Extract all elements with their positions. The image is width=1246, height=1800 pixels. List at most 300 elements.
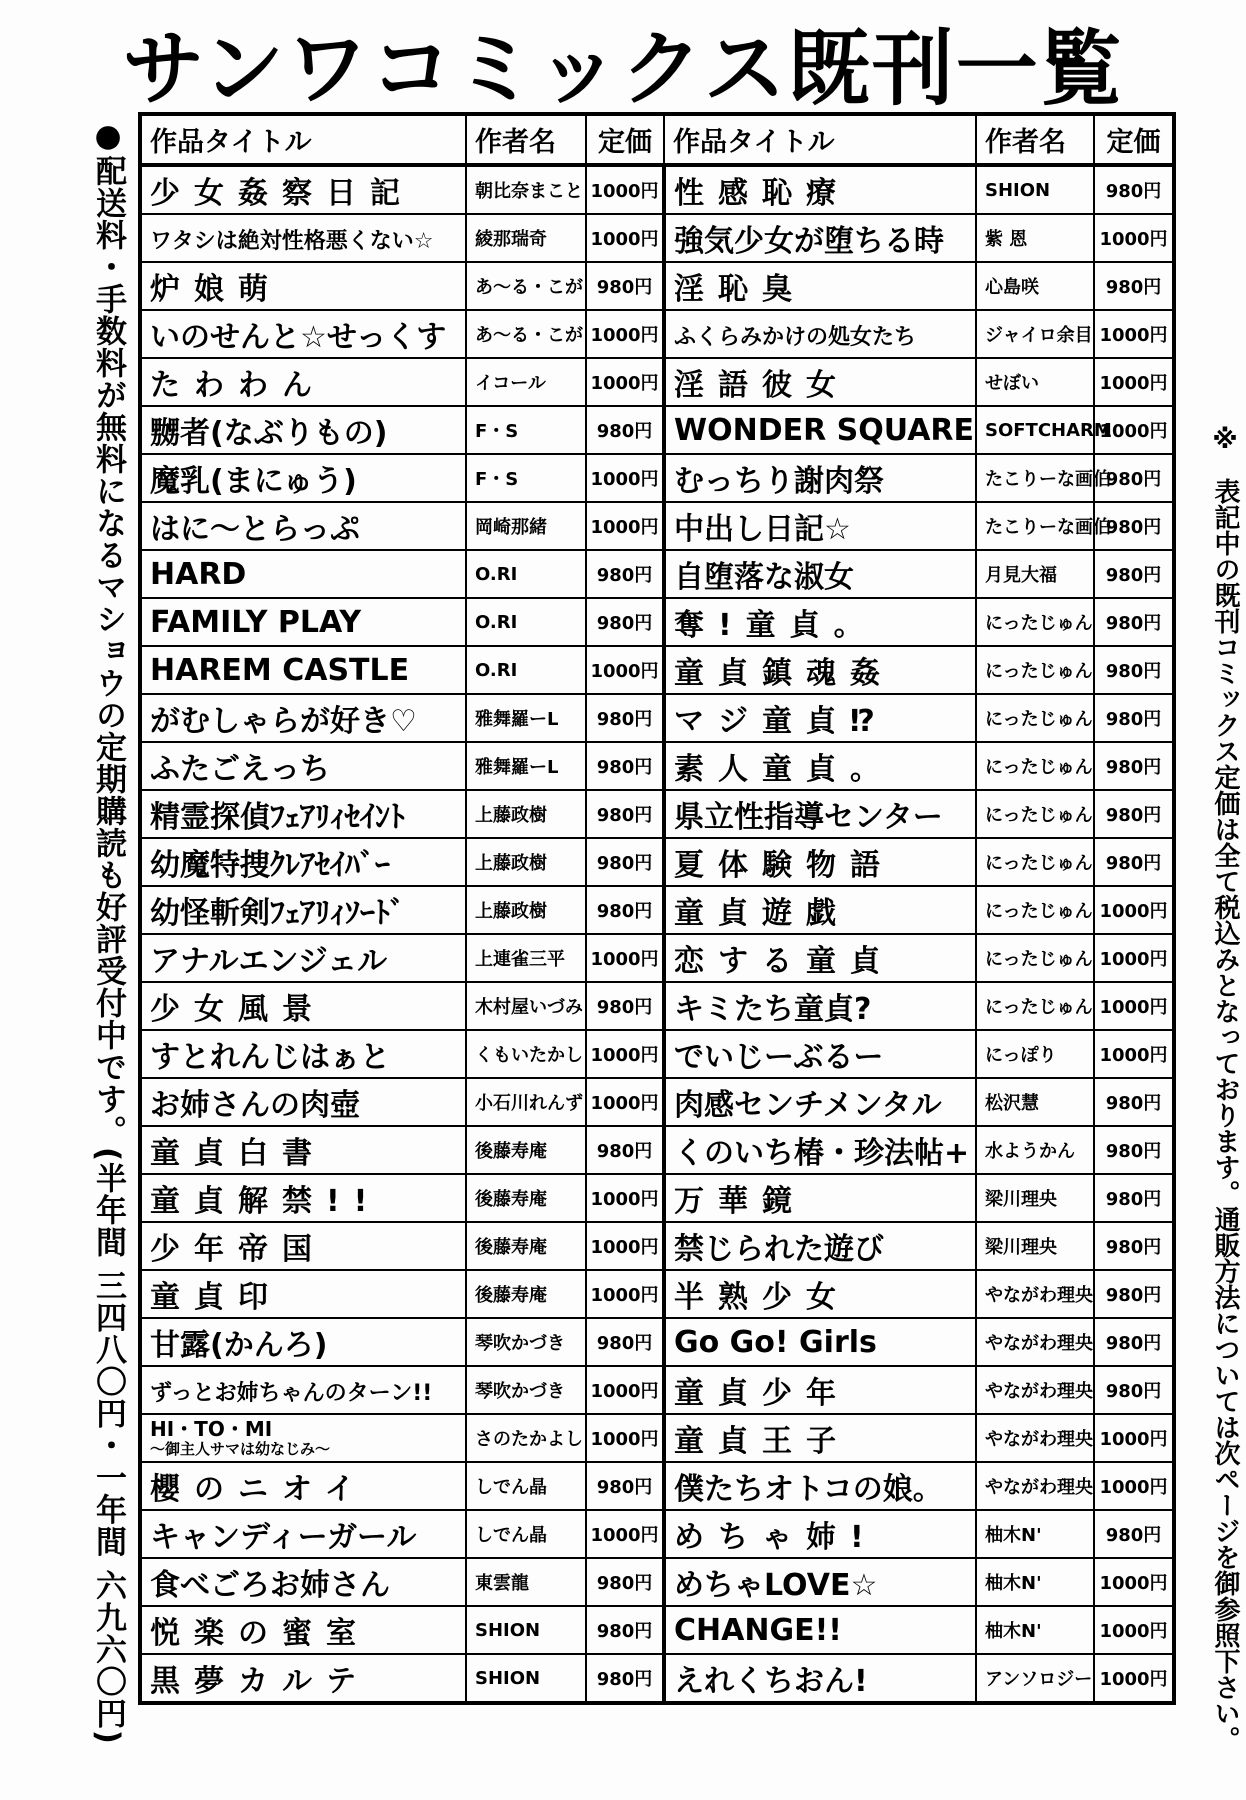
- table-row: [140, 454, 1174, 502]
- right-author-cell: やながわ理央: [976, 1270, 1094, 1318]
- right-title-cell: [664, 742, 976, 790]
- left-author-cell: 上藤政樹: [466, 838, 586, 886]
- left-author-cell: あ〜る・こが: [466, 262, 586, 310]
- left-author-cell: 後藤寿庵: [466, 1174, 586, 1222]
- left-author-cell: O.RI: [466, 646, 586, 694]
- left-price-cell: 1000円: [586, 934, 664, 982]
- right-author-cell: 柚木N': [976, 1510, 1094, 1558]
- table-row: [140, 1366, 1174, 1414]
- right-price-cell: 1000円: [1094, 214, 1174, 262]
- left-price-cell: 1000円: [586, 310, 664, 358]
- left-author-cell: SHION: [466, 1654, 586, 1703]
- left-author-cell: 岡崎那緒: [466, 502, 586, 550]
- left-author-cell: 雅舞羅ーL: [466, 742, 586, 790]
- right-price-cell: 1000円: [1094, 1606, 1174, 1654]
- left-title-cell: [140, 646, 466, 694]
- right-title-cell: [664, 1126, 976, 1174]
- book-title: 淫語彼女: [674, 368, 850, 403]
- right-author-cell: にったじゅん: [976, 598, 1094, 646]
- book-title: 少女姦察日記: [150, 176, 414, 211]
- book-title: 童貞鎮魂姦: [674, 656, 894, 691]
- right-author-cell: にったじゅん: [976, 742, 1094, 790]
- left-author-cell: O.RI: [466, 598, 586, 646]
- book-title: お姉さんの肉壺: [150, 1088, 360, 1123]
- book-title: 夏体験物語: [674, 848, 894, 883]
- right-title-cell: [664, 502, 976, 550]
- book-title: くのいち椿・珍法帖+: [674, 1136, 970, 1171]
- right-author-cell: にったじゅん: [976, 886, 1094, 934]
- right-author-cell: にったじゅん: [976, 694, 1094, 742]
- right-title-cell: [664, 598, 976, 646]
- left-author-cell: さのたかよし: [466, 1414, 586, 1462]
- right-price-cell: 980円: [1094, 262, 1174, 310]
- left-price-cell: 980円: [586, 1606, 664, 1654]
- left-price-cell: 980円: [586, 262, 664, 310]
- table-row: [140, 1510, 1174, 1558]
- right-price-cell: 1000円: [1094, 1462, 1174, 1510]
- left-author-cell: 綾那瑞奇: [466, 214, 586, 262]
- right-price-cell: 980円: [1094, 838, 1174, 886]
- table-row: [140, 165, 1174, 214]
- left-price-cell: 1000円: [586, 1222, 664, 1270]
- book-title: がむしゃらが好き♡: [150, 704, 417, 739]
- right-title-cell: [664, 1030, 976, 1078]
- left-title-cell: [140, 165, 466, 214]
- right-price-cell: 980円: [1094, 1078, 1174, 1126]
- left-author-cell: 雅舞羅ーL: [466, 694, 586, 742]
- right-title-cell: [664, 214, 976, 262]
- right-author-cell: SHION: [976, 165, 1094, 214]
- left-title-cell: [140, 838, 466, 886]
- right-author-cell: 心島咲: [976, 262, 1094, 310]
- table-row: [140, 1462, 1174, 1510]
- right-author-cell: 梁川理央: [976, 1174, 1094, 1222]
- right-price-cell: 1000円: [1094, 1654, 1174, 1703]
- right-price-cell: 980円: [1094, 646, 1174, 694]
- book-title: 甘露(かんろ): [150, 1328, 328, 1363]
- left-price-cell: 980円: [586, 982, 664, 1030]
- book-title: 魔乳(まにゅう): [150, 464, 357, 499]
- left-title-cell: [140, 886, 466, 934]
- left-price-cell: 1000円: [586, 358, 664, 406]
- left-title-cell: [140, 406, 466, 454]
- book-title: 僕たちオトコの娘。: [674, 1472, 943, 1507]
- left-author-cell: SHION: [466, 1606, 586, 1654]
- left-price-cell: 1000円: [586, 1078, 664, 1126]
- left-author-cell: 木村屋いづみ: [466, 982, 586, 1030]
- left-price-cell: 980円: [586, 838, 664, 886]
- left-author-cell: O.RI: [466, 550, 586, 598]
- table-row: [140, 214, 1174, 262]
- right-price-cell: 980円: [1094, 1126, 1174, 1174]
- left-author-cell: F・S: [466, 454, 586, 502]
- right-price-cell: 1000円: [1094, 1030, 1174, 1078]
- book-title: 性感恥療: [674, 176, 850, 211]
- table-row: [140, 694, 1174, 742]
- right-price-cell: 1000円: [1094, 1558, 1174, 1606]
- right-title-cell: [664, 790, 976, 838]
- table-row: [140, 886, 1174, 934]
- right-author-cell: やながわ理央: [976, 1414, 1094, 1462]
- subscription-note: ●配送料・手数料が無料になるマショウの定期購読も好評受付中です。(半年間 三四八〇円・一年間 六九六〇円): [90, 118, 126, 1745]
- book-title: 悦楽の蜜室: [150, 1616, 370, 1651]
- right-title-cell: [664, 694, 976, 742]
- right-author-cell: にったじゅん: [976, 934, 1094, 982]
- right-title-cell: [664, 838, 976, 886]
- header-author-right: 作者名: [976, 114, 1094, 165]
- left-price-cell: 1000円: [586, 646, 664, 694]
- right-title-cell: [664, 886, 976, 934]
- right-author-cell: ジャイロ余目: [976, 310, 1094, 358]
- book-title: ふくらみかけの処女たち: [674, 324, 917, 350]
- right-price-cell: 980円: [1094, 598, 1174, 646]
- book-title: 童貞王子: [674, 1424, 850, 1459]
- left-price-cell: 980円: [586, 1558, 664, 1606]
- book-title: でいじーぶるー: [674, 1040, 884, 1075]
- left-price-cell: 1000円: [586, 502, 664, 550]
- left-author-cell: くもいたかし: [466, 1030, 586, 1078]
- right-title-cell: [664, 934, 976, 982]
- left-title-cell: [140, 790, 466, 838]
- right-price-cell: 980円: [1094, 454, 1174, 502]
- right-author-cell: やながわ理央: [976, 1462, 1094, 1510]
- tax-note-text: 表記中の既刊コミックス定価は全て税込みとなっております。通販方法については次ページを御参照下さい。: [1210, 478, 1240, 1753]
- right-author-cell: SOFTCHARM: [976, 406, 1094, 454]
- right-price-cell: 980円: [1094, 1174, 1174, 1222]
- book-title: 嬲者(なぶりもの): [150, 416, 388, 451]
- right-price-cell: 980円: [1094, 1270, 1174, 1318]
- header-title-left: 作品タイトル: [140, 114, 466, 165]
- book-title: 童貞解禁!!: [150, 1184, 382, 1219]
- table-row: [140, 1414, 1174, 1462]
- right-title-cell: [664, 982, 976, 1030]
- table-header-row: [140, 114, 1174, 165]
- left-author-cell: 上藤政樹: [466, 886, 586, 934]
- book-title: アナルエンジェル: [150, 944, 388, 979]
- right-title-cell: [664, 1174, 976, 1222]
- right-title-cell: [664, 454, 976, 502]
- left-title-cell: [140, 502, 466, 550]
- left-title-cell: [140, 1462, 466, 1510]
- left-author-cell: 朝比奈まこと: [466, 165, 586, 214]
- book-title: 食べごろお姉さん: [150, 1568, 390, 1603]
- book-title: ふたごえっち: [150, 752, 330, 787]
- left-price-cell: 1000円: [586, 214, 664, 262]
- left-title-cell: [140, 694, 466, 742]
- left-title-cell: [140, 1606, 466, 1654]
- book-title: 童貞白書: [150, 1136, 326, 1171]
- book-title: たわわん: [150, 368, 326, 403]
- left-title-cell: [140, 598, 466, 646]
- left-title-cell: [140, 1174, 466, 1222]
- right-price-cell: 980円: [1094, 550, 1174, 598]
- right-price-cell: 1000円: [1094, 886, 1174, 934]
- table-row: [140, 598, 1174, 646]
- right-price-cell: 1000円: [1094, 982, 1174, 1030]
- right-price-cell: 980円: [1094, 790, 1174, 838]
- left-price-cell: 1000円: [586, 1030, 664, 1078]
- left-price-cell: 980円: [586, 1654, 664, 1703]
- right-title-cell: [664, 1510, 976, 1558]
- left-price-cell: 1000円: [586, 1510, 664, 1558]
- table-row: [140, 1078, 1174, 1126]
- book-title: 黒夢カルテ: [150, 1664, 370, 1699]
- book-title: 肉感センチメンタル: [674, 1088, 942, 1123]
- right-price-cell: 980円: [1094, 1222, 1174, 1270]
- book-title: マジ童貞⁉: [674, 704, 889, 739]
- left-author-cell: 後藤寿庵: [466, 1270, 586, 1318]
- right-author-cell: たこりーな画伯: [976, 454, 1094, 502]
- left-author-cell: イコール: [466, 358, 586, 406]
- table-row: [140, 1606, 1174, 1654]
- left-title-cell: [140, 1414, 466, 1462]
- left-price-cell: 1000円: [586, 454, 664, 502]
- right-price-cell: 980円: [1094, 165, 1174, 214]
- book-title: WONDER SQUARE: [674, 412, 974, 448]
- left-author-cell: 上藤政樹: [466, 790, 586, 838]
- book-title: すとれんじはぁと: [150, 1040, 390, 1075]
- right-author-cell: にったじゅん: [976, 982, 1094, 1030]
- right-price-cell: 980円: [1094, 1318, 1174, 1366]
- book-title: むっちり謝肉祭: [674, 464, 884, 499]
- book-title: HARD: [150, 556, 247, 592]
- right-author-cell: アンソロジー: [976, 1654, 1094, 1703]
- right-price-cell: 1000円: [1094, 1414, 1174, 1462]
- left-author-cell: 上連雀三平: [466, 934, 586, 982]
- table-row: [140, 358, 1174, 406]
- book-title: 半熟少女: [674, 1280, 850, 1315]
- right-author-cell: 梁川理央: [976, 1222, 1094, 1270]
- left-title-cell: [140, 1318, 466, 1366]
- catalog-body: [140, 165, 1174, 1703]
- right-author-cell: 松沢慧: [976, 1078, 1094, 1126]
- right-price-cell: 1000円: [1094, 310, 1174, 358]
- right-author-cell: やながわ理央: [976, 1318, 1094, 1366]
- left-title-cell: [140, 310, 466, 358]
- left-title-cell: [140, 1126, 466, 1174]
- left-author-cell: しでん晶: [466, 1462, 586, 1510]
- right-price-cell: 1000円: [1094, 934, 1174, 982]
- left-title-cell: [140, 1078, 466, 1126]
- asterisk-mark: ※: [1210, 425, 1240, 455]
- left-author-cell: 後藤寿庵: [466, 1126, 586, 1174]
- page-title: サンワコミックス既刊一覧: [122, 22, 1124, 117]
- right-author-cell: 柚木N': [976, 1606, 1094, 1654]
- left-author-cell: 琴吹かづき: [466, 1318, 586, 1366]
- left-title-cell: [140, 214, 466, 262]
- book-title: 幼怪斬剣ﾌｪｱﾘｨｿｰﾄﾞ: [150, 896, 405, 931]
- left-author-cell: 後藤寿庵: [466, 1222, 586, 1270]
- right-author-cell: にったじゅん: [976, 838, 1094, 886]
- header-price-left: 定価: [586, 114, 664, 165]
- book-title: 櫻のニオイ: [150, 1472, 369, 1507]
- table-row: [140, 838, 1174, 886]
- right-title-cell: [664, 406, 976, 454]
- book-title: 童貞少年: [674, 1376, 850, 1411]
- left-price-cell: 1000円: [586, 1414, 664, 1462]
- header-price-right: 定価: [1094, 114, 1174, 165]
- right-author-cell: 月見大福: [976, 550, 1094, 598]
- book-title: キャンディーガール: [150, 1520, 417, 1555]
- left-author-cell: 琴吹かづき: [466, 1366, 586, 1414]
- table-row: [140, 934, 1174, 982]
- right-title-cell: [664, 358, 976, 406]
- right-price-cell: 1000円: [1094, 358, 1174, 406]
- right-title-cell: [664, 1654, 976, 1703]
- right-price-cell: 1000円: [1094, 406, 1174, 454]
- table-row: [140, 550, 1174, 598]
- left-title-cell: [140, 1030, 466, 1078]
- right-author-cell: せぼい: [976, 358, 1094, 406]
- left-title-cell: [140, 550, 466, 598]
- book-title: ワタシは絶対性格悪くない☆: [150, 228, 434, 254]
- book-title: めちゃ姉!: [674, 1520, 878, 1555]
- left-author-cell: 東雲龍: [466, 1558, 586, 1606]
- left-price-cell: 980円: [586, 550, 664, 598]
- book-title: 淫恥臭: [674, 272, 806, 307]
- right-title-cell: [664, 1462, 976, 1510]
- right-price-cell: 980円: [1094, 1510, 1174, 1558]
- right-price-cell: 980円: [1094, 694, 1174, 742]
- book-title: 少女風景: [150, 992, 326, 1027]
- right-title-cell: [664, 1606, 976, 1654]
- left-price-cell: 1000円: [586, 1174, 664, 1222]
- right-title-cell: [664, 1414, 976, 1462]
- left-price-cell: 1000円: [586, 1270, 664, 1318]
- left-price-cell: 980円: [586, 598, 664, 646]
- right-price-cell: 980円: [1094, 742, 1174, 790]
- table-row: [140, 1174, 1174, 1222]
- book-title: 禁じられた遊び: [674, 1232, 884, 1267]
- book-title: ずっとお姉ちゃんのターン!!: [150, 1380, 433, 1406]
- left-title-cell: [140, 1270, 466, 1318]
- left-author-cell: しでん晶: [466, 1510, 586, 1558]
- left-title-cell: [140, 1654, 466, 1703]
- table-row: [140, 1318, 1174, 1366]
- book-title: 自堕落な淑女: [674, 560, 854, 595]
- book-title: HI・TO・MI: [150, 1417, 273, 1441]
- header-title-right: 作品タイトル: [664, 114, 976, 165]
- book-title: 精霊探偵ﾌｪｱﾘｨｾｲﾝﾄ: [150, 800, 405, 835]
- book-title: めちゃLOVE☆: [674, 1568, 878, 1603]
- left-price-cell: 980円: [586, 790, 664, 838]
- book-title: 童貞印: [150, 1280, 282, 1315]
- table-row: [140, 1270, 1174, 1318]
- right-author-cell: にったじゅん: [976, 646, 1094, 694]
- left-price-cell: 980円: [586, 1126, 664, 1174]
- table-row: [140, 502, 1174, 550]
- book-subtitle: 〜御主人サマは幼なじみ〜: [150, 1440, 331, 1458]
- left-price-cell: 1000円: [586, 1366, 664, 1414]
- right-title-cell: [664, 1078, 976, 1126]
- book-title: CHANGE!!: [674, 1612, 842, 1648]
- left-price-cell: 980円: [586, 694, 664, 742]
- right-title-cell: [664, 262, 976, 310]
- left-price-cell: 980円: [586, 1318, 664, 1366]
- book-title: 中出し日記☆: [674, 512, 851, 547]
- right-author-cell: たこりーな画伯: [976, 502, 1094, 550]
- table-row: [140, 1558, 1174, 1606]
- left-title-cell: [140, 1510, 466, 1558]
- right-title-cell: [664, 1270, 976, 1318]
- left-price-cell: 980円: [586, 742, 664, 790]
- table-row: [140, 1030, 1174, 1078]
- book-title: 奪!童貞。: [674, 608, 878, 643]
- left-title-cell: [140, 262, 466, 310]
- header-author-left: 作者名: [466, 114, 586, 165]
- book-title: 幼魔特捜ｸﾚｱｾｲﾊﾞｰ: [150, 848, 390, 883]
- book-title: いのせんと☆せっくす: [150, 320, 447, 355]
- right-author-cell: にっぽり: [976, 1030, 1094, 1078]
- right-price-cell: 980円: [1094, 1366, 1174, 1414]
- book-title: えれくちおん!: [674, 1664, 868, 1699]
- table-row: [140, 742, 1174, 790]
- left-title-cell: [140, 982, 466, 1030]
- right-title-cell: [664, 1318, 976, 1366]
- book-title: 素人童貞。: [674, 752, 894, 787]
- right-author-cell: 水ようかん: [976, 1126, 1094, 1174]
- book-title: 童貞遊戯: [674, 896, 850, 931]
- left-title-cell: [140, 454, 466, 502]
- book-title: 万華鏡: [674, 1184, 806, 1219]
- table-row: [140, 646, 1174, 694]
- table-row: [140, 1126, 1174, 1174]
- tax-note: [1180, 425, 1240, 1785]
- table-row: [140, 982, 1174, 1030]
- book-title: 強気少女が堕ちる時: [674, 224, 944, 259]
- right-title-cell: [664, 1366, 976, 1414]
- right-author-cell: 柚木N': [976, 1558, 1094, 1606]
- table-row: [140, 1222, 1174, 1270]
- left-price-cell: 980円: [586, 406, 664, 454]
- left-price-cell: 980円: [586, 1462, 664, 1510]
- table-row: [140, 310, 1174, 358]
- left-title-cell: [140, 1366, 466, 1414]
- right-author-cell: やながわ理央: [976, 1366, 1094, 1414]
- right-title-cell: [664, 1222, 976, 1270]
- book-title: 炉娘萌: [150, 272, 282, 307]
- left-author-cell: あ〜る・こが: [466, 310, 586, 358]
- book-title: HAREM CASTLE: [150, 652, 410, 688]
- left-price-cell: 980円: [586, 886, 664, 934]
- left-price-cell: 1000円: [586, 165, 664, 214]
- table-row: [140, 262, 1174, 310]
- right-author-cell: 紫 恩: [976, 214, 1094, 262]
- table-row: [140, 1654, 1174, 1703]
- book-title: 少年帝国: [150, 1232, 326, 1267]
- left-title-cell: [140, 358, 466, 406]
- book-title: 県立性指導センター: [674, 800, 943, 835]
- book-title: Go Go! Girls: [674, 1324, 877, 1360]
- table-row: [140, 790, 1174, 838]
- right-author-cell: にったじゅん: [976, 790, 1094, 838]
- book-title: FAMILY PLAY: [150, 604, 362, 640]
- left-author-cell: F・S: [466, 406, 586, 454]
- book-title: はに〜とらっぷ: [150, 512, 360, 547]
- book-title: 恋する童貞: [674, 944, 894, 979]
- right-title-cell: [664, 1558, 976, 1606]
- right-price-cell: 980円: [1094, 502, 1174, 550]
- left-title-cell: [140, 934, 466, 982]
- right-title-cell: [664, 646, 976, 694]
- left-title-cell: [140, 1558, 466, 1606]
- table-row: [140, 406, 1174, 454]
- left-title-cell: [140, 742, 466, 790]
- right-title-cell: [664, 310, 976, 358]
- left-title-cell: [140, 1222, 466, 1270]
- right-title-cell: [664, 165, 976, 214]
- catalog-table: [138, 112, 1176, 1705]
